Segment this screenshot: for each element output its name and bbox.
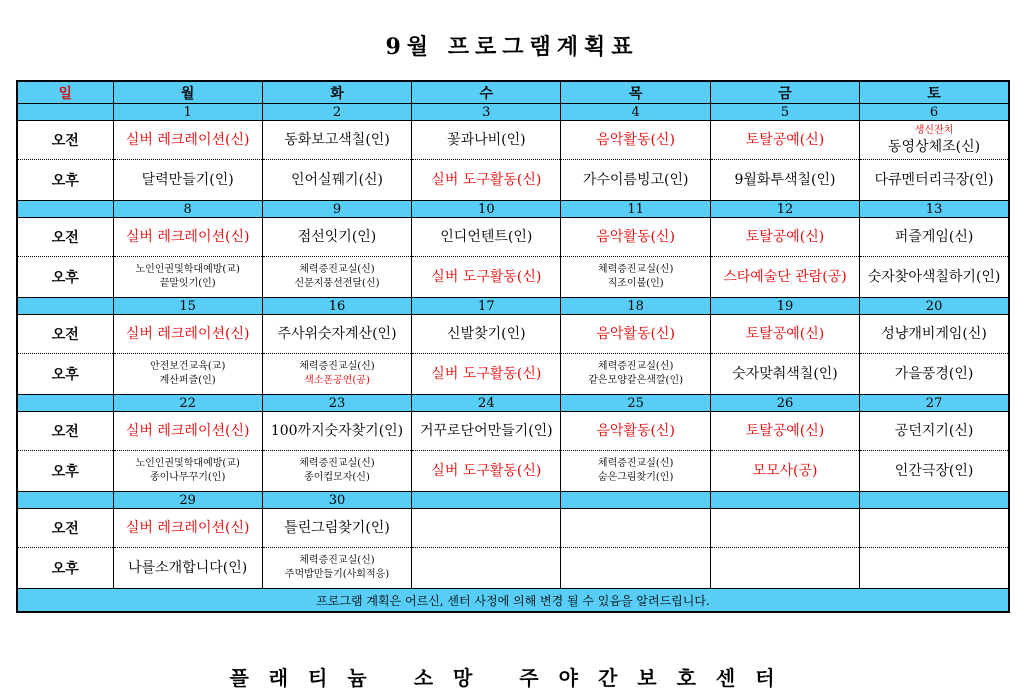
pm-row	[17, 548, 1009, 589]
program-cell	[113, 509, 262, 548]
program-highlight: 음악활동(신)	[596, 423, 675, 439]
program-cell	[113, 160, 262, 201]
program-highlight: 음악활동(신)	[596, 326, 675, 342]
program-name: 인어실꿰기(신)	[290, 172, 384, 188]
program-name-small: 종이나무꾸기(인)	[149, 472, 226, 483]
date-cell	[561, 492, 710, 509]
weekday-mon: 월	[113, 81, 262, 104]
am-label: 오전	[17, 509, 113, 548]
program-cell	[262, 257, 411, 298]
date-row	[17, 395, 1009, 412]
weekday-wed: 수	[412, 81, 561, 104]
pm-row	[17, 354, 1009, 395]
program-name: 인디언텐트(인)	[440, 229, 533, 245]
program-highlight: 토탈공예(신)	[745, 229, 825, 245]
program-cell	[262, 121, 411, 160]
date-cell	[17, 201, 113, 218]
date-cell: 1	[113, 104, 262, 121]
program-name: 인간극장(인)	[894, 463, 974, 479]
am-label: 오전	[17, 315, 113, 354]
pm-label: 오후	[17, 354, 113, 395]
date-cell: 30	[262, 492, 411, 509]
program-cell	[113, 548, 262, 589]
pm-row	[17, 257, 1009, 298]
am-row	[17, 509, 1009, 548]
program-cell	[412, 315, 561, 354]
program-name: 9월화투색칠(인)	[734, 172, 836, 188]
program-cell	[710, 315, 859, 354]
program-highlight: 실버 레크레이션(신)	[125, 326, 250, 342]
pm-row	[17, 451, 1009, 492]
program-cell	[860, 218, 1009, 257]
program-name: 나를소개합니다(인)	[128, 560, 248, 576]
date-row	[17, 492, 1009, 509]
program-cell	[561, 218, 710, 257]
program-cell	[710, 451, 859, 492]
date-cell	[860, 492, 1009, 509]
program-cell	[412, 160, 561, 201]
center-name: 플래티늄 소망 주야간보호센터	[229, 666, 795, 690]
date-cell: 2	[262, 104, 411, 121]
schedule-table	[16, 80, 1010, 613]
program-cell	[412, 548, 561, 589]
program-cell	[860, 509, 1009, 548]
program-highlight-small: 색소폰공연(공)	[304, 375, 370, 386]
page-title: 9월 프로그램계획표	[385, 34, 639, 60]
program-cell	[113, 218, 262, 257]
date-cell: 3	[412, 104, 561, 121]
date-cell: 18	[561, 298, 710, 315]
program-highlight: 토탈공예(신)	[745, 423, 825, 439]
notice-text: 프로그램 계획은 어르신, 센터 사정에 의해 변경 될 수 있음을 알려드립니다.	[17, 589, 1009, 613]
program-name: 퍼즐게임(신)	[894, 229, 974, 245]
program-highlight: 음악활동(신)	[596, 132, 675, 148]
date-cell	[710, 492, 859, 509]
program-highlight: 실버 도구활동(신)	[431, 366, 542, 382]
program-cell	[412, 509, 561, 548]
program-cell	[561, 257, 710, 298]
program-name-small: 직조이불(인)	[607, 278, 664, 289]
program-cell	[412, 257, 561, 298]
program-highlight: 음악활동(신)	[596, 229, 675, 245]
program-name: 숫자찾아색칠하기(인)	[867, 269, 1001, 285]
program-highlight: 실버 도구활동(신)	[431, 463, 542, 479]
program-highlight: 토탈공예(신)	[745, 132, 825, 148]
date-cell: 23	[262, 395, 411, 412]
program-highlight: 토탈공예(신)	[745, 326, 825, 342]
date-cell	[17, 395, 113, 412]
date-row	[17, 104, 1009, 121]
program-highlight: 실버 레크레이션(신)	[125, 520, 250, 536]
weekday-sat: 토	[860, 81, 1009, 104]
program-cell	[710, 412, 859, 451]
program-cell	[710, 354, 859, 395]
program-cell	[561, 354, 710, 395]
program-name: 점선잇기(인)	[297, 229, 377, 245]
program-cell	[412, 412, 561, 451]
program-name-small: 노인인권및학대예방(교)	[135, 458, 240, 469]
program-name: 거꾸로단어만들기(인)	[420, 423, 553, 439]
program-name-small: 노인인권및학대예방(교)	[135, 264, 240, 275]
date-cell: 19	[710, 298, 859, 315]
program-name-small: 체력증진교실(신)	[299, 555, 375, 566]
program-name: 다큐멘터리극장(인)	[874, 172, 994, 188]
program-cell	[262, 412, 411, 451]
program-cell	[561, 509, 710, 548]
program-cell	[860, 160, 1009, 201]
program-cell	[860, 548, 1009, 589]
program-name-small: 끝말잇기(인)	[159, 278, 216, 289]
date-cell	[17, 104, 113, 121]
program-name-small: 안전보건교육(교)	[149, 361, 226, 372]
program-cell	[561, 548, 710, 589]
program-cell	[262, 548, 411, 589]
program-name: 100까지숫자찾기(인)	[270, 423, 404, 439]
program-name: 주사위숫자계산(인)	[277, 326, 397, 342]
program-cell	[262, 354, 411, 395]
program-name: 가수이름빙고(인)	[582, 172, 689, 188]
event-note: 생신잔치	[914, 125, 954, 136]
notice-row	[17, 589, 1009, 613]
program-cell	[860, 354, 1009, 395]
program-cell	[262, 315, 411, 354]
program-name-small: 체력증진교실(신)	[597, 264, 674, 275]
pm-label: 오후	[17, 257, 113, 298]
program-name-small: 주먹밥만들기(사회적응)	[284, 569, 390, 580]
date-cell: 6	[860, 104, 1009, 121]
date-cell: 12	[710, 201, 859, 218]
program-cell	[561, 315, 710, 354]
date-cell: 26	[710, 395, 859, 412]
weekday-tue: 화	[262, 81, 411, 104]
date-cell: 29	[113, 492, 262, 509]
program-highlight: 실버 레크레이션(신)	[125, 132, 250, 148]
program-name-small: 체력증진교실(신)	[299, 264, 375, 275]
program-cell	[412, 354, 561, 395]
date-cell: 22	[113, 395, 262, 412]
am-row	[17, 218, 1009, 257]
date-cell: 15	[113, 298, 262, 315]
program-name-small: 신문지풍선전달(신)	[294, 278, 380, 289]
program-name-small: 숨은그림찾기(인)	[597, 472, 674, 483]
program-cell	[262, 451, 411, 492]
program-name: 가을풍경(인)	[894, 366, 974, 382]
program-cell	[561, 160, 710, 201]
date-cell: 10	[412, 201, 561, 218]
program-name: 신발찾기(인)	[447, 326, 526, 342]
program-cell	[710, 509, 859, 548]
program-cell	[860, 412, 1009, 451]
program-highlight: 실버 도구활동(신)	[431, 172, 542, 188]
program-cell	[710, 121, 859, 160]
program-cell	[113, 412, 262, 451]
program-name-small: 계산퍼즐(인)	[159, 375, 216, 386]
date-cell: 25	[561, 395, 710, 412]
weekday-fri: 금	[710, 81, 859, 104]
program-cell	[710, 218, 859, 257]
program-cell	[262, 218, 411, 257]
program-name-small: 체력증진교실(신)	[597, 458, 674, 469]
program-highlight: 모모사(공)	[752, 463, 818, 479]
program-name: 성냥개비게임(신)	[881, 326, 987, 342]
schedule-body	[17, 81, 1009, 589]
date-cell	[412, 492, 561, 509]
program-name-small: 체력증진교실(신)	[597, 361, 674, 372]
program-cell	[113, 315, 262, 354]
program-name: 동화보고색칠(인)	[284, 132, 390, 148]
program-cell	[860, 257, 1009, 298]
pm-row	[17, 160, 1009, 201]
program-cell	[561, 451, 710, 492]
am-row	[17, 121, 1009, 160]
program-name: 꽃과나비(인)	[447, 132, 526, 148]
program-cell	[412, 218, 561, 257]
program-cell	[262, 160, 411, 201]
date-cell: 24	[412, 395, 561, 412]
program-highlight: 실버 도구활동(신)	[431, 269, 542, 285]
am-label: 오전	[17, 218, 113, 257]
date-cell: 27	[860, 395, 1009, 412]
program-cell	[412, 121, 561, 160]
program-highlight: 실버 레크레이션(신)	[125, 229, 250, 245]
date-row	[17, 298, 1009, 315]
date-cell: 9	[262, 201, 411, 218]
weekday-header-row	[17, 81, 1009, 104]
program-cell	[113, 121, 262, 160]
program-name-small: 같은모양같은색깔(인)	[588, 375, 684, 386]
date-row	[17, 201, 1009, 218]
date-cell: 17	[412, 298, 561, 315]
program-cell	[710, 548, 859, 589]
pm-label: 오후	[17, 451, 113, 492]
program-name-small: 종이컵모자(신)	[304, 472, 370, 483]
program-cell	[113, 257, 262, 298]
date-cell: 5	[710, 104, 859, 121]
date-cell: 4	[561, 104, 710, 121]
am-label: 오전	[17, 412, 113, 451]
program-cell	[860, 451, 1009, 492]
program-cell	[860, 315, 1009, 354]
date-cell	[17, 298, 113, 315]
am-row	[17, 412, 1009, 451]
program-name: 공던지기(신)	[894, 423, 974, 439]
program-name: 숫자맞춰색칠(인)	[732, 366, 838, 382]
program-cell	[262, 509, 411, 548]
pm-label: 오후	[17, 160, 113, 201]
program-cell	[561, 121, 710, 160]
date-cell: 8	[113, 201, 262, 218]
date-cell: 20	[860, 298, 1009, 315]
program-cell	[412, 451, 561, 492]
program-cell	[710, 257, 859, 298]
date-cell: 11	[561, 201, 710, 218]
program-name: 틀린그림찾기(인)	[284, 520, 390, 536]
date-cell: 13	[860, 201, 1009, 218]
program-cell	[710, 160, 859, 201]
program-cell	[561, 412, 710, 451]
program-name: 동영상체조(신)	[888, 139, 981, 155]
program-cell	[113, 354, 262, 395]
am-row	[17, 315, 1009, 354]
weekday-sun: 일	[17, 81, 113, 104]
program-highlight: 스타예술단 관람(공)	[723, 269, 847, 285]
program-name-small: 체력증진교실(신)	[299, 458, 375, 469]
weekday-thu: 목	[561, 81, 710, 104]
program-name-small: 체력증진교실(신)	[299, 361, 375, 372]
program-name: 달력만들기(인)	[141, 172, 234, 188]
date-cell	[17, 492, 113, 509]
program-highlight: 실버 레크레이션(신)	[125, 423, 250, 439]
pm-label: 오후	[17, 548, 113, 589]
date-cell: 16	[262, 298, 411, 315]
program-cell	[113, 451, 262, 492]
am-label: 오전	[17, 121, 113, 160]
program-cell	[860, 121, 1009, 160]
